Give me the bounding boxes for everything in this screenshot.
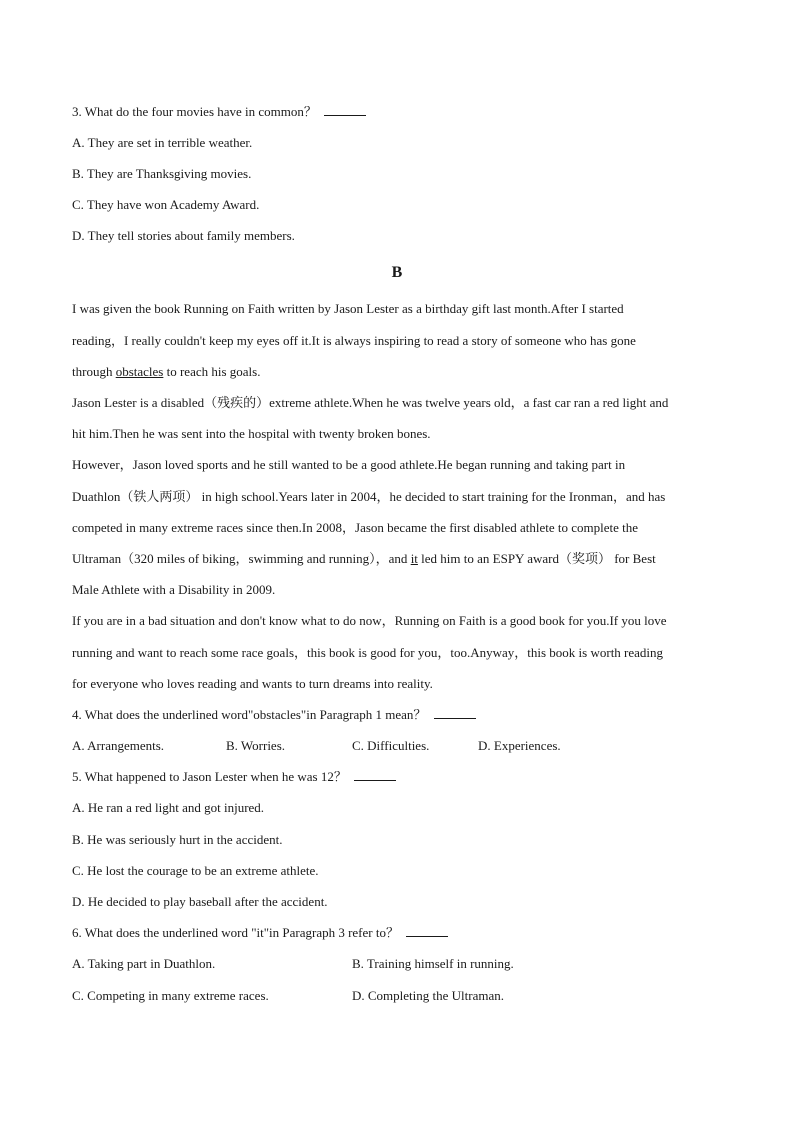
passage-p3-line4 — [72, 551, 656, 567]
passage-p3-line4-post: led him to an ESPY award（奖项） for Best — [417, 551, 656, 566]
q5-option-a: A. He ran a red light and got injured. — [72, 800, 265, 815]
q3-answer-blank[interactable] — [324, 104, 366, 116]
q5-option-b: B. He was seriously hurt in the accident. — [72, 832, 283, 847]
q6-question-text: 6. What does the underlined word "it"in Paragraph 3 refer to？ — [72, 925, 399, 940]
q3-option-d: D. They tell stories about family members. — [72, 228, 295, 243]
passage-p3-line1: However，Jason loved sports and he still wanted to be a good athlete.He began running and taking part in — [72, 457, 626, 472]
q6-answer-blank[interactable] — [406, 925, 448, 937]
passage-p2-line2: hit him.Then he was sent into the hospital with twenty broken bones. — [72, 426, 431, 441]
passage-p4-line2: running and want to reach some race goals，this book is good for you，too.Anyway，this book is worth reading — [72, 645, 664, 660]
q4-answer-blank[interactable] — [434, 707, 476, 719]
q3-option-a: A. They are set in terrible weather. — [72, 135, 253, 150]
q5-option-d: D. He decided to play baseball after the accident. — [72, 894, 328, 909]
q5-question — [72, 769, 396, 785]
q6-option-d: D. Completing the Ultraman. — [352, 988, 505, 1003]
passage-p1-line1: I was given the book Running on Faith written by Jason Lester as a birthday gift last month.After I started — [72, 301, 624, 316]
q4-question — [72, 707, 476, 723]
q6-option-b: B. Training himself in running. — [352, 956, 514, 971]
passage-p3-line5: Male Athlete with a Disability in 2009. — [72, 582, 276, 597]
passage-p1-line3 — [72, 364, 260, 380]
q4-option-c: C. Difficulties. — [352, 738, 430, 753]
passage-p1-line3-pre: through — [72, 364, 116, 379]
q6-question — [72, 925, 448, 941]
q5-answer-blank[interactable] — [354, 769, 396, 781]
passage-p4-line1: If you are in a bad situation and don't know what to do now，Running on Faith is a good book for you.If you love — [72, 613, 667, 628]
q4-option-a: A. Arrangements. — [72, 738, 165, 753]
passage-p3-line2: Duathlon（铁人两项） in high school.Years later in 2004，he decided to start training for the Ironman，and has — [72, 489, 666, 504]
q3-question — [72, 104, 366, 120]
passage-p3-line4-pre: Ultraman（320 miles of biking，swimming and running），and — [72, 551, 411, 566]
q6-option-a: A. Taking part in Duathlon. — [72, 956, 216, 971]
underlined-word-it: it — [410, 551, 418, 566]
passage-p3-line3: competed in many extreme races since then.In 2008，Jason became the first disabled athlete to complete the — [72, 520, 639, 535]
passage-p2-line1: Jason Lester is a disabled（残疾的）extreme athlete.When he was twelve years old，a fast car ran a red light and — [72, 395, 669, 410]
passage-p4-line3: for everyone who loves reading and wants to turn dreams into reality. — [72, 676, 433, 691]
q6-option-c: C. Competing in many extreme races. — [72, 988, 269, 1003]
q4-option-b: B. Worries. — [226, 738, 286, 753]
passage-p1-line3-post: to reach his goals. — [163, 364, 261, 379]
q5-option-c: C. He lost the courage to be an extreme athlete. — [72, 863, 319, 878]
section-title: B — [391, 264, 403, 281]
q4-question-text: 4. What does the underlined word"obstacles"in Paragraph 1 mean？ — [72, 707, 427, 722]
q5-question-text: 5. What happened to Jason Lester when he was 12？ — [72, 769, 347, 784]
q3-option-c: C. They have won Academy Award. — [72, 197, 260, 212]
passage-p1-line2: reading，I really couldn't keep my eyes off it.It is always inspiring to read a story of someone who has gone — [72, 333, 636, 348]
underlined-word-obstacles: obstacles — [115, 364, 164, 379]
q3-question-text: 3. What do the four movies have in common？ — [72, 104, 317, 119]
q4-option-d: D. Experiences. — [478, 738, 561, 753]
q3-option-b: B. They are Thanksgiving movies. — [72, 166, 252, 181]
